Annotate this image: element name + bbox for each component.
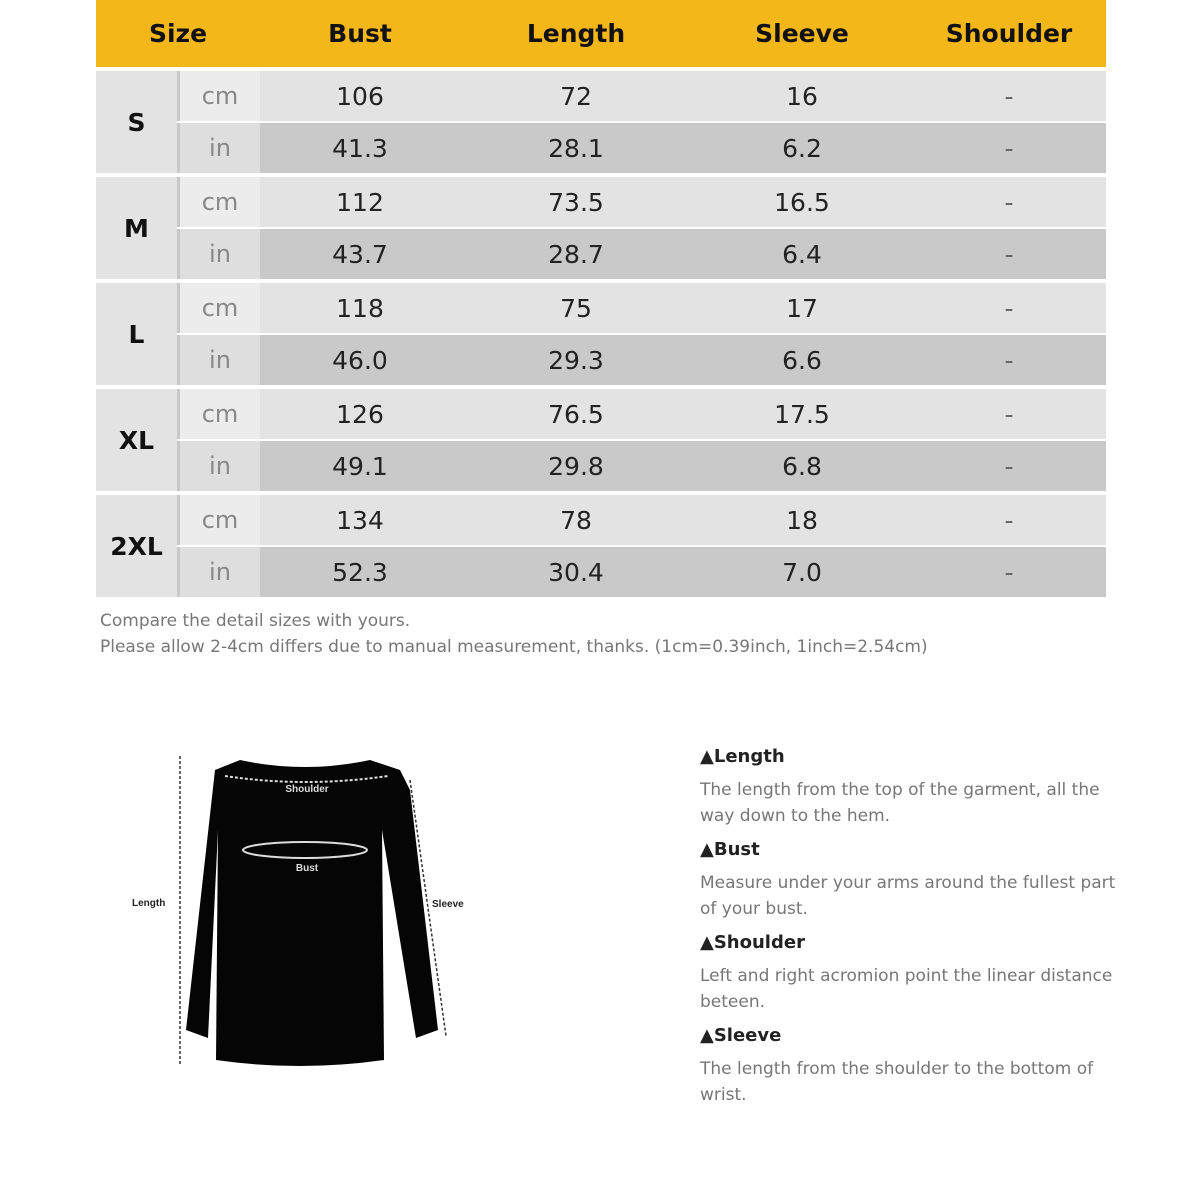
length-value: 76.5 <box>548 399 604 429</box>
shirt-shape <box>186 760 438 1066</box>
size-label: S <box>96 71 177 173</box>
bust-value: 43.7 <box>332 239 388 269</box>
bust-value: 41.3 <box>332 133 388 163</box>
table-row <box>177 495 1106 545</box>
table-row <box>177 439 1106 491</box>
bust-value: 46.0 <box>332 345 388 375</box>
length-label: Length <box>132 898 166 909</box>
unit-label: cm <box>177 71 260 121</box>
shoulder-value: - <box>1004 187 1014 217</box>
bust-value: 118 <box>336 293 384 323</box>
size-group-l <box>96 279 1106 385</box>
bust-value: 134 <box>336 505 384 535</box>
shoulder-value: - <box>1004 399 1014 429</box>
sleeve-value: 6.2 <box>782 133 822 163</box>
size-label: L <box>96 283 177 385</box>
shoulder-value: - <box>1004 505 1014 535</box>
header-length: Length <box>526 19 626 48</box>
unit-label: in <box>177 123 260 173</box>
sleeve-value: 6.6 <box>782 345 822 375</box>
size-chart-table <box>96 0 1106 597</box>
bust-value: 52.3 <box>332 557 388 587</box>
shirt-illustration <box>120 740 520 1080</box>
table-row <box>177 71 1106 121</box>
length-value: 30.4 <box>548 557 604 587</box>
garment-diagram <box>120 740 520 1080</box>
header-size: Size <box>148 19 208 48</box>
shoulder-value: - <box>1004 133 1014 163</box>
note-line-1: Compare the detail sizes with yours. <box>100 611 411 631</box>
header-bust: Bust <box>328 19 392 48</box>
measurement-note <box>100 608 928 660</box>
length-value: 28.1 <box>548 133 604 163</box>
definition-text-length: The length from the top of the garment, all the way down to the hem. <box>700 780 1100 826</box>
length-value: 78 <box>560 505 592 535</box>
length-value: 29.3 <box>548 345 604 375</box>
sleeve-value: 16.5 <box>774 187 830 217</box>
size-label: M <box>96 177 177 279</box>
shoulder-value: - <box>1004 451 1014 481</box>
length-value: 72 <box>560 81 592 111</box>
measurement-definitions <box>700 746 1120 1118</box>
shoulder-value: - <box>1004 239 1014 269</box>
bust-value: 106 <box>336 81 384 111</box>
unit-label: cm <box>177 495 260 545</box>
definition-text-shoulder: Left and right acromion point the linear distance beteen. <box>700 966 1113 1012</box>
shoulder-value: - <box>1004 293 1014 323</box>
note-line-2: Please allow 2-4cm differs due to manual measurement, thanks. (1cm=0.39inch, 1inch=2.54cm) <box>100 637 928 657</box>
sleeve-value: 16 <box>786 81 818 111</box>
definition-title-shoulder: ▲Shoulder <box>700 932 805 953</box>
table-header <box>96 0 1106 67</box>
bust-value: 112 <box>336 187 384 217</box>
table-row <box>177 333 1106 385</box>
size-group-xl <box>96 385 1106 491</box>
table-row <box>177 227 1106 279</box>
header-shoulder: Shoulder <box>945 19 1073 48</box>
table-row <box>177 121 1106 173</box>
unit-label: in <box>177 229 260 279</box>
definition-text-bust: Measure under your arms around the fullest part of your bust. <box>700 873 1116 919</box>
bust-value: 126 <box>336 399 384 429</box>
definition-text-sleeve: The length from the shoulder to the bottom of wrist. <box>700 1059 1094 1105</box>
table-row <box>177 545 1106 597</box>
unit-label: cm <box>177 177 260 227</box>
shoulder-value: - <box>1004 557 1014 587</box>
table-row <box>177 389 1106 439</box>
sleeve-value: 17.5 <box>774 399 830 429</box>
sleeve-value: 18 <box>786 505 818 535</box>
table-row <box>177 177 1106 227</box>
shoulder-label: Shoulder <box>285 784 329 795</box>
length-value: 75 <box>560 293 592 323</box>
length-value: 28.7 <box>548 239 604 269</box>
unit-label: in <box>177 547 260 597</box>
size-label: 2XL <box>96 495 177 597</box>
bust-value: 49.1 <box>332 451 388 481</box>
sleeve-label: Sleeve <box>432 899 464 910</box>
size-group-m <box>96 173 1106 279</box>
definition-title-length: ▲Length <box>700 746 785 767</box>
table-row <box>177 283 1106 333</box>
definition-title-bust: ▲Bust <box>700 839 760 860</box>
size-group-s <box>96 67 1106 173</box>
unit-label: cm <box>177 283 260 333</box>
sleeve-value: 6.4 <box>782 239 822 269</box>
unit-label: cm <box>177 389 260 439</box>
shoulder-value: - <box>1004 345 1014 375</box>
sleeve-value: 6.8 <box>782 451 822 481</box>
unit-label: in <box>177 441 260 491</box>
sleeve-value: 17 <box>786 293 818 323</box>
length-value: 73.5 <box>548 187 604 217</box>
unit-label: in <box>177 335 260 385</box>
length-value: 29.8 <box>548 451 604 481</box>
definition-title-sleeve: ▲Sleeve <box>700 1025 782 1046</box>
header-sleeve: Sleeve <box>755 19 849 48</box>
sleeve-value: 7.0 <box>782 557 822 587</box>
size-group-2xl <box>96 491 1106 597</box>
size-label: XL <box>96 389 177 491</box>
bust-label: Bust <box>295 863 319 874</box>
shoulder-value: - <box>1004 81 1014 111</box>
